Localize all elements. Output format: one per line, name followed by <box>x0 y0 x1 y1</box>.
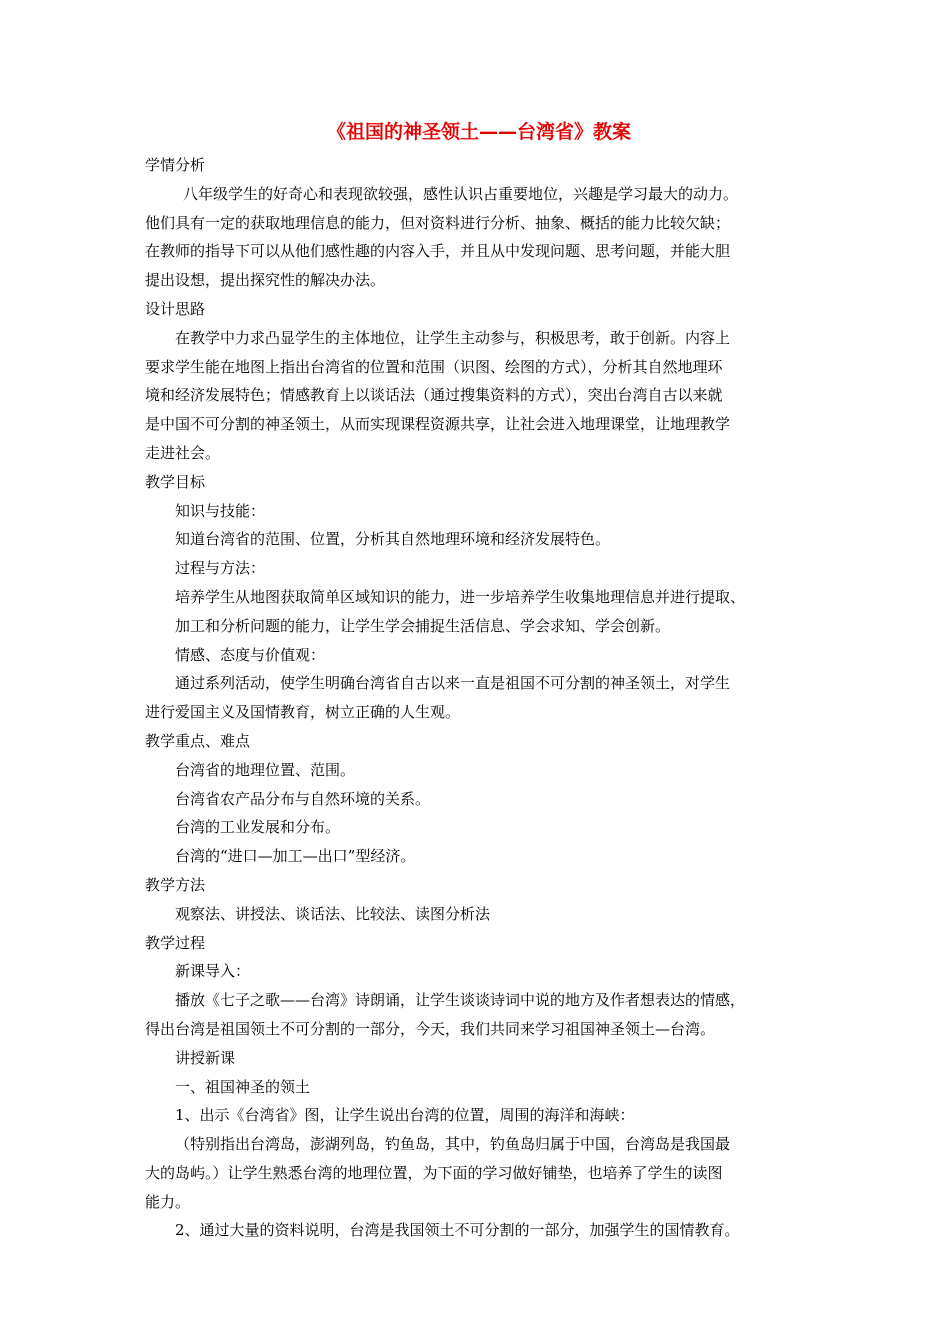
paragraph-line: 情感、态度与价值观： <box>175 645 326 664</box>
paragraph-line: 八年级学生的好奇心和表现欲较强，感性认识占重要地位，兴趣是学习最大的动力。 <box>183 184 739 203</box>
paragraph-line: 台湾省农产品分布与自然环境的关系。 <box>175 789 431 808</box>
paragraph-line: 台湾省的地理位置、范围。 <box>175 760 356 779</box>
paragraph-line: 台湾的工业发展和分布。 <box>175 818 341 837</box>
section-heading: 教学重点、难点 <box>145 731 251 750</box>
paragraph-line: 能力。 <box>145 1192 191 1211</box>
paragraph-line: 2、通过大量的资料说明，台湾是我国领土不可分割的一部分，加强学生的国情教育。 <box>175 1221 740 1240</box>
paragraph-line: 提出设想，提出探究性的解决办法。 <box>145 271 386 290</box>
paragraph-line: 得出台湾是祖国领土不可分割的一部分，今天，我们共同来学习祖国神圣领土—台湾。 <box>145 1019 716 1038</box>
paragraph-line: 加工和分析问题的能力，让学生学会捕捉生活信息、学会求知、学会创新。 <box>175 616 671 635</box>
paragraph-line: 过程与方法： <box>175 559 266 578</box>
paragraph-line: 1、出示《台湾省》图，让学生说出台湾的位置，周围的海洋和海峡： <box>175 1106 635 1125</box>
paragraph-line: 台湾的“进口—加工—出口”型经济。 <box>175 847 416 866</box>
paragraph-line: 在教学中力求凸显学生的主体地位，让学生主动参与，积极思考，敢于创新。内容上 <box>175 328 731 347</box>
paragraph-line: 讲授新课 <box>175 1048 236 1067</box>
paragraph-line: 大的岛屿。）让学生熟悉台湾的地理位置，为下面的学习做好铺垫，也培养了学生的读图 <box>145 1163 723 1182</box>
section-heading: 教学过程 <box>145 933 206 952</box>
paragraph-line: 要求学生能在地图上指出台湾省的位置和范围（识图、绘图的方式），分析其自然地理环 <box>145 357 723 376</box>
paragraph-line: 观察法、讲授法、谈话法、比较法、读图分析法 <box>175 904 491 923</box>
paragraph-line: 走进社会。 <box>145 443 221 462</box>
paragraph-line: 知识与技能： <box>175 501 266 520</box>
paragraph-line: （特别指出台湾岛，澎湖列岛，钓鱼岛，其中，钓鱼岛归属于中国，台湾岛是我国最 <box>175 1135 731 1154</box>
document-body <box>145 151 813 1245</box>
section-heading: 设计思路 <box>145 299 206 318</box>
section-heading: 教学目标 <box>145 472 206 491</box>
section-heading: 教学方法 <box>145 875 206 894</box>
paragraph-line: 进行爱国主义及国情教育，树立正确的人生观。 <box>145 703 461 722</box>
paragraph-line: 一、祖国神圣的领土 <box>175 1077 311 1096</box>
paragraph-line: 知道台湾省的范围、位置，分析其自然地理环境和经济发展特色。 <box>175 530 611 549</box>
section-heading: 学情分析 <box>145 156 206 174</box>
paragraph-line: 境和经济发展特色；情感教育上以谈话法（通过搜集资料的方式），突出台湾自古以来就 <box>145 386 723 405</box>
paragraph-line: 在教师的指导下可以从他们感性趣的内容入手，并且从中发现问题、思考问题，并能大胆 <box>145 242 731 261</box>
paragraph-line: 他们具有一定的获取地理信息的能力，但对资料进行分析、抽象、概括的能力比较欠缺； <box>145 213 731 232</box>
document-page <box>145 118 813 1245</box>
document-title: 《祖国的神圣领土——台湾省》教案 <box>326 121 631 143</box>
paragraph-line: 培养学生从地图获取简单区域知识的能力，进一步培养学生收集地理信息并进行提取、 <box>175 587 746 606</box>
paragraph-line: 通过系列活动，使学生明确台湾省自古以来一直是祖国不可分割的神圣领土，对学生 <box>175 674 731 693</box>
paragraph-line: 新课导入： <box>175 962 251 981</box>
paragraph-line: 播放《七子之歌——台湾》诗朗诵，让学生谈谈诗词中说的地方及作者想表达的情感， <box>175 991 746 1010</box>
paragraph-line: 是中国不可分割的神圣领土，从而实现课程资源共享，让社会进入地理课堂，让地理教学 <box>145 415 731 434</box>
